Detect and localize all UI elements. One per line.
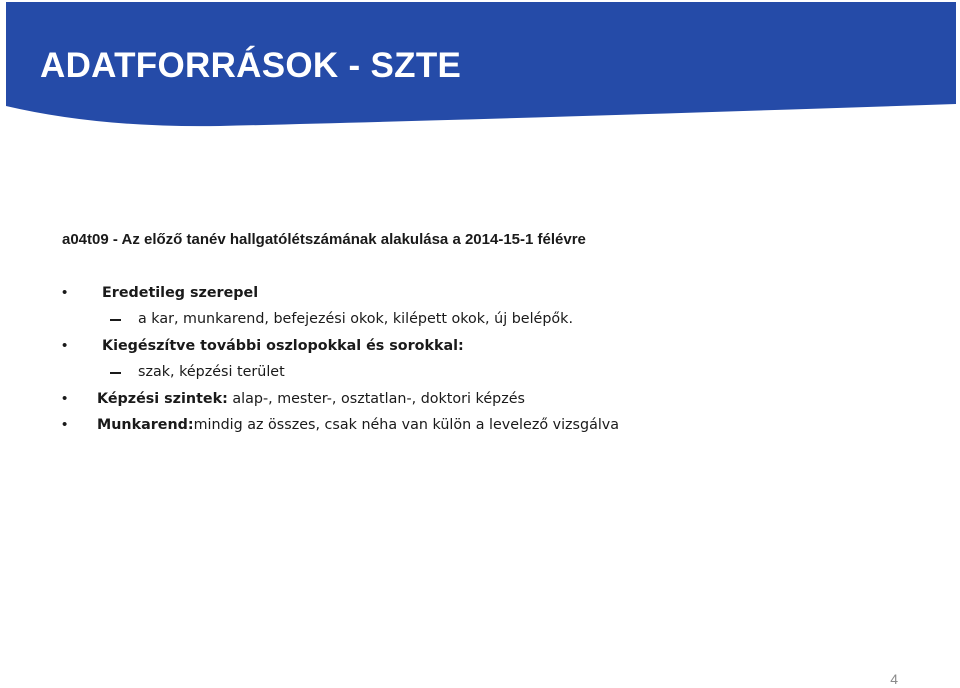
list-item-text: alap-, mester-, osztatlan-, doktori képzés bbox=[232, 391, 525, 407]
dash-icon bbox=[110, 319, 121, 321]
list-item-label: Eredetileg szerepel bbox=[102, 285, 259, 301]
slide-subtitle: a04t09 - Az előző tanév hallgatólétszámának alakulása a 2014-15-1 félévre bbox=[62, 231, 586, 248]
dash-icon bbox=[110, 372, 121, 374]
bullet-icon: • bbox=[62, 390, 68, 407]
slide-title: ADATFORRÁSOK - SZTE bbox=[40, 46, 462, 85]
list-item-text: mindig az összes, csak néha van külön a levelező vizsgálva bbox=[193, 417, 620, 433]
list-item-label: Munkarend: bbox=[97, 417, 194, 433]
list-subitem: szak, képzési terület bbox=[138, 364, 285, 380]
list-item-label: Kiegészítve további oszlopokkal és sorokkal: bbox=[102, 338, 464, 354]
list-item-label: Képzési szintek: bbox=[97, 391, 228, 407]
page-number: 4 bbox=[890, 671, 898, 687]
bullet-icon: • bbox=[62, 337, 68, 354]
bullet-icon: • bbox=[62, 416, 68, 433]
bullet-icon: • bbox=[62, 284, 68, 301]
list-subitem: a kar, munkarend, befejezési okok, kilépett okok, új belépők. bbox=[138, 311, 573, 327]
list-item bbox=[97, 414, 619, 436]
list-item bbox=[97, 388, 525, 410]
